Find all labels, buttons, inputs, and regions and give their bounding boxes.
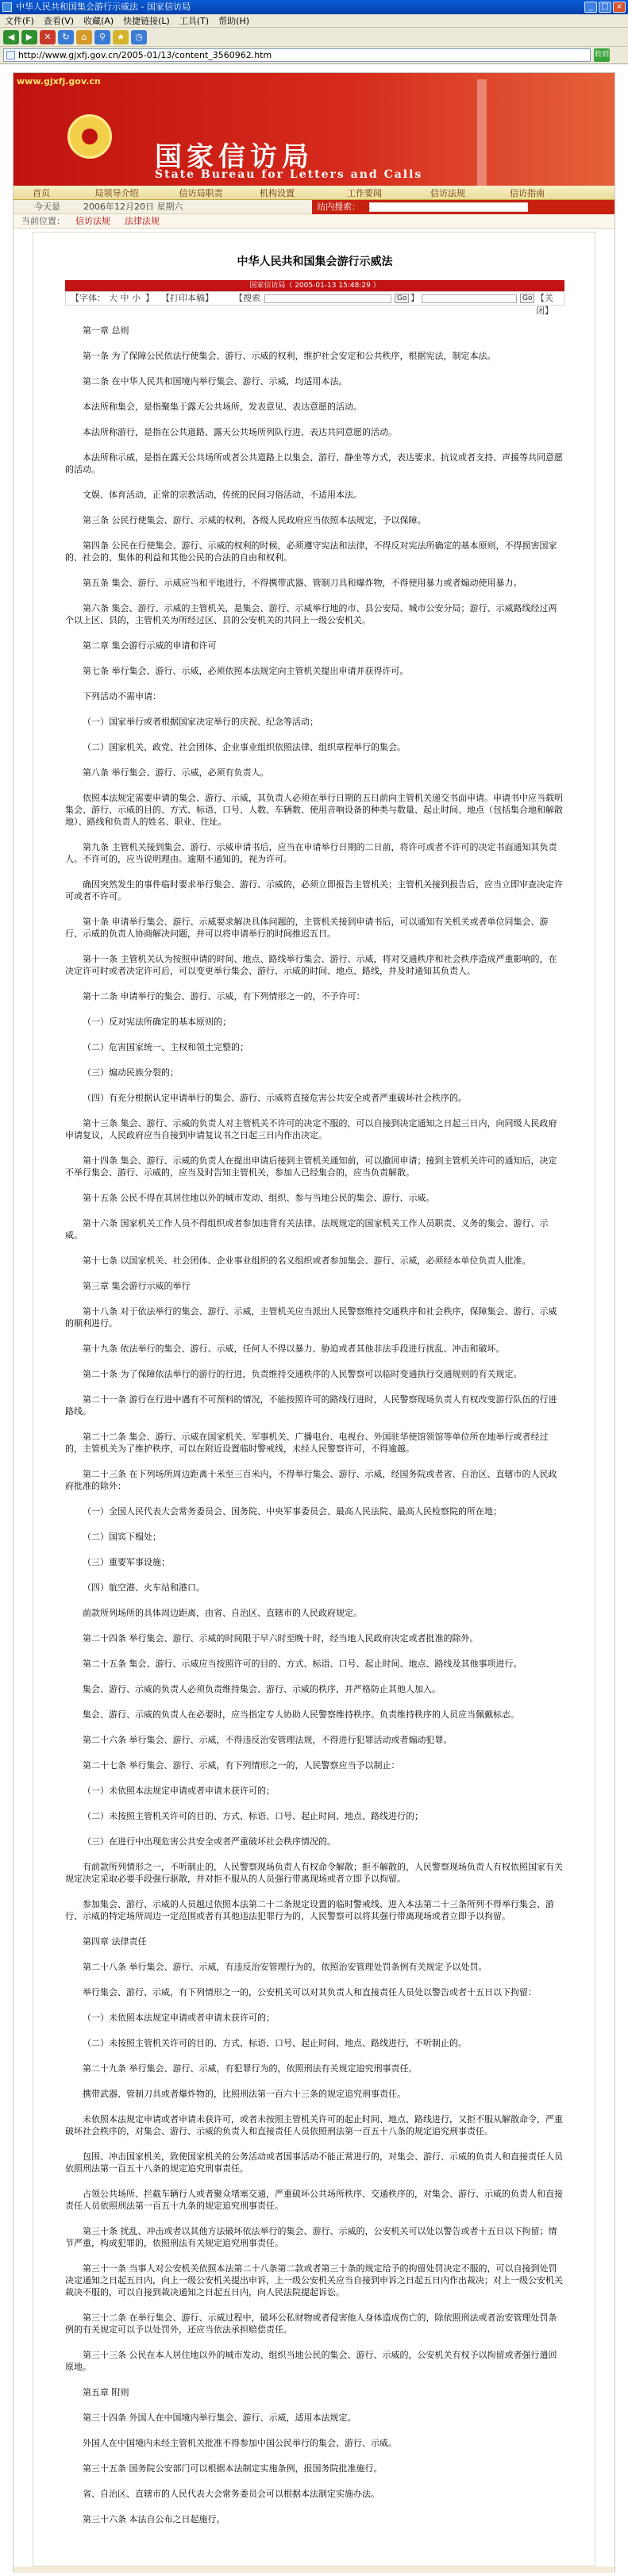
article-paragraph: 第二十三条 在下列场所周边距离十米至三百米内，不得举行集会、游行、示威，经国务院或者省、自治区、直辖市的人民政府批准的除外：: [65, 1469, 557, 1491]
article-paragraph: 第三十一条 当事人对公安机关依照本法第二十八条第二款或者第三十条的规定给予的拘留处罚决定不服的，可以自接到处罚决定通知之日起五日内，向上一级公安机关提出申诉，上一级公安机关应当自接到申诉之日起五日内作出裁决；对上一级公安机关裁决不服的，可以自接到裁决通知之日起五日内，向人民法院提起诉讼。: [65, 2263, 563, 2297]
article-paragraph: （二）未按照主管机关许可的目的、方式、标语、口号、起止时间、地点、路线进行的；: [83, 1811, 423, 1821]
window-title: 中华人民共和国集会游行示威法 - 国家信访局: [16, 2, 191, 12]
site-name-en: State Bureau for Letters and Calls: [155, 168, 423, 181]
nav-organization[interactable]: 机构设置: [260, 187, 295, 198]
article-paragraph: 第九条 主管机关接到集会、游行、示威申请书后，应当在申请举行日期的二日前，将许可或者不许可的决定书面通知其负责人。不许可的，应当说明理由。逾期不通知的，视为许可。: [65, 842, 557, 864]
article-paragraph: 第十五条 公民不得在其居住地以外的城市发动、组织、参与当地公民的集会、游行、示威。: [83, 1193, 435, 1203]
web-page: [0, 64, 628, 2576]
article-panel: [33, 232, 595, 2566]
article-paragraph: 依照本法规定需要申请的集会、游行、示威，其负责人必须在举行日期的五日前向主管机关递交书面申请。申请书中应当载明集会、游行、示威的目的、方式、标语、口号、人数、车辆数、使用音响设备的种类与数量、起止时间、地点（包括集合地和解散地）、路线和负责人的姓名、职业、住址。: [65, 793, 563, 827]
article-paragraph: 第二十六条 举行集会、游行、示威，不得违反治安管理法规，不得进行犯罪活动或者煽动犯罪。: [83, 1735, 453, 1745]
article-paragraph: 携带武器、管制刀具或者爆炸物的，比照刑法第一百六十三条的规定追究刑事责任。: [83, 2089, 406, 2099]
site-url-label: www.gjxfj.gov.cn: [17, 76, 101, 87]
article-paragraph: 第二十四条 举行集会、游行、示威的时间限于早六时至晚十时，经当地人民政府决定或者批准的除外。: [83, 1633, 479, 1644]
nav-duties[interactable]: 信访局职责: [179, 187, 223, 198]
nav-guide[interactable]: 信访指南: [510, 187, 545, 198]
forward-arrow-icon[interactable]: ▶: [21, 30, 37, 44]
search-end: 】: [410, 293, 419, 303]
menu-help[interactable]: 帮助(H): [218, 16, 250, 26]
article-paragraph: 第二十二条 集会、游行、示威在国家机关、军事机关、广播电台、电视台、外国驻华使馆领馆等单位所在地举行或者经过的，主管机关为了维护秩序，可以在附近设置临时警戒线，未经人民警察许可，不得逾越。: [65, 1432, 549, 1454]
site-footer: [13, 2566, 615, 2573]
article-paragraph: 本法所称游行，是指在公共道路、露天公共场所列队行进、表达共同意愿的活动。: [83, 427, 397, 437]
article-paragraph: 第十三条 集会、游行、示威的负责人对主管机关不许可的决定不服的，可以自接到决定通知之日起三日内，向同级人民政府申请复议，人民政府应当自接到申请复议书之日起三日内作出决定。: [65, 1118, 557, 1140]
article-paragraph: （二）国宾下榻处；: [83, 1532, 161, 1542]
minimize-button[interactable]: _: [584, 2, 597, 13]
article-title: 中华人民共和国集会游行示威法: [237, 256, 393, 268]
article-paragraph: 第三十条 扰乱、冲击或者以其他方法破坏依法举行的集会、游行、示威的，公安机关可以处以警告或者十五日以下拘留；情节严重，构成犯罪的，依照刑法有关规定追究刑事责任。: [65, 2226, 557, 2248]
article-paragraph: 第十四条 集会、游行、示威的负责人在提出申请后接到主管机关通知前，可以撤回申请；接到主管机关许可的通知后，决定不举行集会、游行、示威的，应当及时告知主管机关，参加人已经集合的，应当负责解散。: [65, 1155, 557, 1178]
article-jump-input[interactable]: [422, 294, 517, 303]
page-icon: [6, 51, 15, 60]
article-paragraph: 第一条 为了保障公民依法行使集会、游行、示威的权利，维护社会安定和公共秩序，根据宪法，制定本法。: [83, 351, 496, 361]
article-paragraph: 文娱、体育活动，正常的宗教活动，传统的民间习俗活动，不适用本法。: [83, 490, 362, 500]
article-paragraph: 占领公共场所、拦截车辆行人或者聚众堵塞交通，严重破坏公共场所秩序、交通秩序的，对集会、游行、示威的负责人和直接责任人员依照刑法第一百五十九条的规定追究刑事责任。: [65, 2189, 563, 2211]
article-paragraph: 第四条 公民在行使集会、游行、示威的权利的时候，必须遵守宪法和法律，不得反对宪法所确定的基本原则，不得损害国家的、社会的、集体的利益和其他公民的合法的自由和权利。: [65, 540, 557, 563]
address-url: http://www.gjxfj.gov.cn/2005-01/13/content_3560962.htm: [18, 50, 272, 60]
monument-icon: [477, 79, 487, 186]
article-paragraph: 第二条 在中华人民共和国境内举行集会、游行、示威，均适用本法。: [83, 376, 348, 386]
article-paragraph: 第二十条 为了保障依法举行的游行的行进，负责维持交通秩序的人民警察可以临时变通执行交通规则的有关规定。: [83, 1369, 522, 1379]
article-paragraph: 有前款所列情形之一，不听制止的，人民警察现场负责人有权命令解散；拒不解散的，人民警察现场负责人有权依照国家有关规定决定采取必要手段强行驱散，并对拒不服从的人员强行带离现场或者立即予以拘留。: [65, 1862, 563, 1884]
article-paragraph: 集会、游行、示威的负责人必须负责维持集会、游行、示威的秩序，并严格防止其他人加入。: [83, 1684, 441, 1694]
go-button[interactable]: 转到: [594, 48, 610, 62]
today-label: 今天是: [34, 202, 60, 212]
history-icon[interactable]: ◷: [131, 30, 147, 44]
article-paragraph: 举行集会、游行、示威，有下列情形之一的，公安机关可以对其负责人和直接责任人员处以警告或者十五日以下拘留：: [83, 1987, 537, 1997]
article-paragraph: （二）未按照主管机关许可的目的、方式、标语、口号、起止时间、地点、路线进行，不听制止的。: [83, 2038, 467, 2048]
article-paragraph: （二）危害国家统一、主权和领土完整的；: [83, 1042, 249, 1052]
article-paragraph: 第三条 公民行使集会、游行、示威的权利，各级人民政府应当依照本法规定，予以保障。: [83, 515, 426, 525]
article-search-go-button[interactable]: Go: [395, 294, 409, 303]
current-date: 2006年12月20日 星期六: [83, 202, 183, 212]
article-paragraph: 未依照本法规定申请或者申请未获许可，或者未按照主管机关许可的起止时间、地点、路线进行，又拒不服从解散命令，严重破坏社会秩序的，对集会、游行、示威的负责人和直接责任人员依照刑法第一百五十八条的规定追究刑事责任。: [65, 2114, 563, 2136]
close-button[interactable]: ×: [613, 2, 626, 13]
article-paragraph: （四）航空港、火车站和港口。: [83, 1582, 205, 1593]
nav-leaders[interactable]: 局领导介绍: [94, 187, 139, 198]
article-paragraph: 下列活动不需申请：: [83, 691, 161, 702]
article-paragraph: 前款所列场所的具体周边距离，由省、自治区、直辖市的人民政府规定。: [83, 1608, 362, 1618]
article-paragraph: （一）未依照本法规定申请或者申请未获许可的；: [83, 1786, 275, 1796]
font-size-end: 】: [145, 293, 154, 303]
article-body: [65, 325, 564, 2539]
menu-tools[interactable]: 工具(T): [179, 16, 210, 26]
nav-regulations[interactable]: 信访法规: [430, 187, 465, 198]
menu-links[interactable]: 快捷链接(L): [123, 16, 170, 26]
article-paragraph: 第八条 举行集会、游行、示威，必须有负责人。: [83, 767, 269, 778]
back-arrow-icon[interactable]: ◀: [3, 30, 19, 44]
article-paragraph: 外国人在中国境内未经主管机关批准不得参加中国公民举行的集会、游行、示威。: [83, 2438, 397, 2448]
font-size-options[interactable]: 大 中 小: [109, 293, 141, 303]
article-paragraph: 第五章 附则: [83, 2387, 129, 2397]
article-paragraph: 确因突然发生的事件临时要求举行集会、游行、示威的，必须立即报告主管机关；主管机关接到报告后，应当立即审查决定许可或者不许可。: [65, 879, 563, 902]
article-paragraph: 第三十五条 国务院公安部门可以根据本法制定实施条例，报国务院批准施行。: [83, 2463, 383, 2474]
article-paragraph: 第七条 举行集会、游行、示威，必须依照本法规定向主管机关提出申请并获得许可。: [83, 666, 409, 676]
date-bar: [13, 200, 615, 214]
menu-favorites[interactable]: 收藏(A): [83, 16, 114, 26]
national-emblem-icon: [67, 114, 112, 159]
article-paragraph: 第三十三条 公民在本人居住地以外的城市发动、组织当地公民的集会、游行、示威的，公安机关有权予以拘留或者强行遣回原地。: [65, 2350, 557, 2372]
site-nav: [13, 186, 615, 200]
article-paragraph: （一）反对宪法所确定的基本原则的；: [83, 1017, 231, 1027]
article-tools: [65, 291, 564, 316]
menu-file[interactable]: 文件(F): [5, 16, 34, 26]
site-container: [13, 72, 615, 2572]
breadcrumb-item-laws[interactable]: 法律法规: [125, 216, 160, 226]
article-paragraph: （三）在进行中出现危害公共安全或者严重破坏社会秩序情况的。: [83, 1836, 336, 1847]
article-paragraph: 参加集会、游行、示威的人员越过依照本法第二十二条规定设置的临时警戒线、进入本法第二十三条所列不得举行集会、游行、示威的特定场所周边一定范围或者有其他违法犯罪行为的，人民警察可以将其强行带离现场或者立即予以拘留。: [65, 1899, 554, 1921]
article-paragraph: 第二章 集会游行示威的申请和许可: [83, 640, 217, 651]
article-paragraph: 第十八条 对于依法举行的集会、游行、示威，主管机关应当派出人民警察维持交通秩序和社会秩序，保障集会、游行、示威的顺利进行。: [65, 1306, 557, 1328]
breadcrumb: [13, 214, 615, 229]
search-icon[interactable]: ⚲: [94, 30, 110, 44]
article-paragraph: （四）有充分根据认定申请举行的集会、游行、示威将直接危害公共安全或者严重破坏社会秩序的。: [83, 1093, 467, 1103]
article-paragraph: 第三十二条 在举行集会、游行、示威过程中，破坏公私财物或者侵害他人身体造成伤亡的，除依照刑法或者治安管理处罚条例的有关规定可以予以处罚外，还应当依法承担赔偿责任。: [65, 2313, 557, 2335]
search-label: 站内搜索：: [317, 202, 360, 212]
nav-news[interactable]: 工作要闻: [347, 187, 382, 198]
article-paragraph: 第二十七条 举行集会、游行、示威，有下列情形之一的，人民警察应当予以制止：: [83, 1760, 400, 1771]
article-paragraph: （一）国家举行或者根据国家决定举行的庆祝、纪念等活动；: [83, 717, 318, 727]
browser-icon: [2, 2, 12, 12]
article-search-input[interactable]: [264, 294, 391, 303]
article-paragraph: 第一章 总则: [83, 325, 129, 336]
refresh-icon[interactable]: ↻: [58, 30, 74, 44]
close-link[interactable]: 【关闭】: [536, 293, 553, 316]
address-input[interactable]: [3, 48, 591, 62]
article-paragraph: 第十六条 国家机关工作人员不得组织或者参加违背有关法律、法规规定的国家机关工作人员职责、义务的集会、游行、示威。: [65, 1218, 549, 1240]
article-paragraph: 包围、冲击国家机关，致使国家机关的公务活动或者国事活动不能正常进行的，对集会、游行、示威的负责人和直接责任人员依照刑法第一百五十八条的规定追究刑事责任。: [65, 2151, 563, 2174]
menu-view[interactable]: 查看(V): [43, 16, 75, 26]
article-paragraph: 第三十四条 外国人在中国境内举行集会、游行、示威，适用本法规定。: [83, 2413, 356, 2423]
article-paragraph: （一）未依照本法规定申请或者申请未获许可的；: [83, 2013, 275, 2023]
stop-icon[interactable]: ✕: [40, 30, 56, 44]
article-jump-go-button[interactable]: Go: [520, 294, 534, 303]
article-paragraph: 第四章 法律责任: [83, 1936, 147, 1947]
article-paragraph: 第十二条 申请举行的集会、游行、示威，有下列情形之一的，不予许可：: [83, 991, 365, 1002]
article-paragraph: 省、自治区、直辖市的人民代表大会常务委员会可以根据本法制定实施办法。: [83, 2489, 379, 2499]
article-paragraph: 第二十一条 游行在行进中遇有不可预料的情况，不能按照许可的路线行进时，人民警察现场负责人有权改变游行队伍的行进路线。: [65, 1394, 557, 1417]
menu-bar: [0, 14, 628, 28]
article-paragraph: （一）全国人民代表大会常务委员会、国务院、中央军事委员会、最高人民法院、最高人民检察院的所在地；: [83, 1506, 502, 1517]
article-paragraph: 集会、游行、示威的负责人在必要时，应当指定专人协助人民警察维持秩序。负责维持秩序的人员应当佩戴标志。: [83, 1709, 519, 1720]
maximize-button[interactable]: □: [599, 2, 611, 13]
article-paragraph: （三）重要军事设施；: [83, 1557, 170, 1567]
article-paragraph: 第十九条 依法举行的集会、游行、示威，任何人不得以暴力、胁迫或者其他非法手段进行扰乱、冲击和破坏。: [83, 1344, 505, 1354]
article-paragraph: 本法所称集会，是指聚集于露天公共场所，发表意见、表达意愿的活动。: [83, 402, 362, 412]
address-bar: [0, 47, 628, 64]
home-icon[interactable]: ⌂: [76, 30, 92, 44]
article-paragraph: 第三章 集会游行示威的举行: [83, 1281, 191, 1291]
article-paragraph: 第二十八条 举行集会、游行、示威，有违反治安管理行为的，依照治安管理处罚条例有关规定予以处罚。: [83, 1962, 487, 1972]
article-paragraph: 第十一条 主管机关认为按照申请的时间、地点、路线举行集会、游行、示威，将对交通秩序和社会秩序造成严重影响的，在决定许可时或者决定许可后，可以变更举行集会、游行、示威的时间、地点、路线，并及时通知其负责人。: [65, 954, 557, 976]
article-paragraph: 第二十五条 集会、游行、示威应当按照许可的目的、方式、标语、口号、起止时间、地点、路线及其他事项进行。: [83, 1659, 522, 1669]
site-banner: [13, 73, 615, 186]
article-paragraph: 第五条 集会、游行、示威应当和平地进行，不得携带武器、管制刀具和爆炸物，不得使用暴力或者煽动使用暴力。: [83, 578, 522, 588]
article-source: 国家信访局（ 2005-01-13 15:48:29 ）: [65, 280, 564, 291]
article-paragraph: 第六条 集会、游行、示威的主管机关，是集会、游行、示威举行地的市、县公安局、城市公安分局；游行、示威路线经过两个以上区、县的，主管机关为所经过区、县的公安机关的共同上一级公安机关。: [65, 603, 557, 625]
article-paragraph: 第三十六条 本法自公布之日起施行。: [83, 2514, 225, 2524]
site-search-input[interactable]: [369, 202, 528, 212]
article-paragraph: 第十七条 以国家机关、社会团体、企业事业组织的名义组织或者参加集会、游行、示威，必须经本单位负责人批准。: [83, 1255, 531, 1266]
article-paragraph: 第二十九条 举行集会、游行、示威，有犯罪行为的，依照刑法有关规定追究刑事责任。: [83, 2063, 418, 2074]
article-paragraph: 本法所称示威，是指在露天公共场所或者公共道路上以集会、游行、静坐等方式，表达要求、抗议或者支持、声援等共同意愿的活动。: [65, 452, 563, 475]
article-paragraph: （三）煽动民族分裂的；: [83, 1067, 179, 1078]
browser-toolbar: [0, 28, 628, 47]
window-titlebar: [0, 0, 628, 14]
article-paragraph: 第十条 申请举行集会、游行、示威要求解决具体问题的，主管机关接到申请书后，可以通知有关机关或者单位同集会、游行、示威的负责人协商解决问题，并可以将申请举行的时间推迟五日。: [65, 917, 549, 939]
breadcrumb-current-label: 当前位置：: [21, 216, 65, 226]
breadcrumb-item-regulations[interactable]: 信访法规: [75, 216, 110, 226]
search-label: 【搜索: [234, 293, 260, 303]
font-size-label: 【字体：: [71, 293, 106, 303]
favorites-icon[interactable]: ★: [113, 30, 129, 44]
site-name: 国家信访局: [155, 141, 314, 173]
nav-home[interactable]: 首页: [33, 187, 50, 198]
article-paragraph: （二）国家机关、政党、社会团体、企业事业组织依照法律、组织章程举行的集会。: [83, 742, 406, 752]
print-link[interactable]: 【打印本稿】: [161, 293, 214, 303]
site-search: [312, 200, 615, 214]
